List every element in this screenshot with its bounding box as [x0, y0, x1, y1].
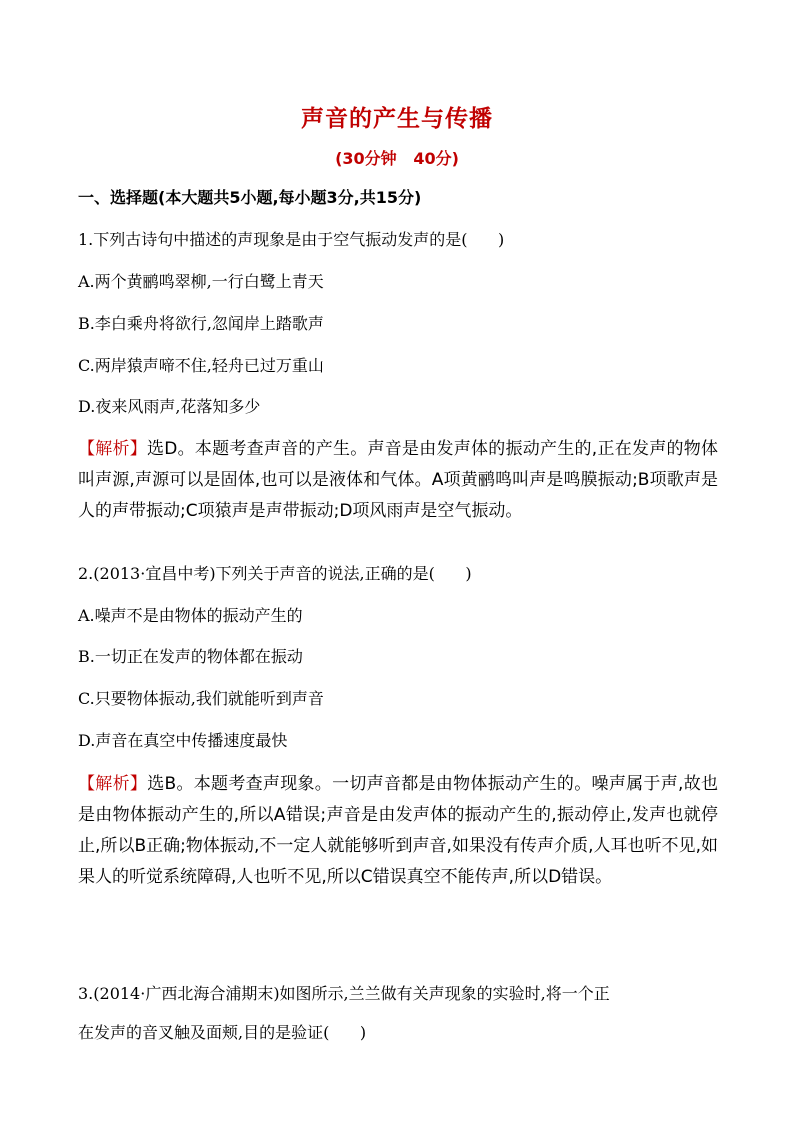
analysis-tag: 【解析】 [78, 774, 148, 794]
question-1-option-a: A.两个黄鹂鸣翠柳,一行白鹭上青天 [78, 272, 324, 291]
page-subtitle: (30分钟 40分) [335, 149, 459, 168]
question-2-option-b: B.一切正在发声的物体都在振动 [78, 647, 303, 666]
analysis-text: 选D。本题考查声音的产生。声音是由发声体的振动产生的,正在发声的物体叫声源,声源可以是固体,也可以是液体和气体。A项黄鹂鸣叫声是鸣膜振动;B项歌声是人的声带振动;C项猿声是声带振动;D项风雨声是空气振动。 [78, 439, 718, 521]
analysis-tag: 【解析】 [78, 439, 148, 459]
question-2-analysis [78, 769, 718, 893]
question-1-option-b: B.李白乘舟将欲行,忽闻岸上踏歌声 [78, 314, 324, 333]
analysis-text: 选B。本题考查声现象。一切声音都是由物体振动产生的。噪声属于声,故也是由物体振动产生的,所以A错误;声音是由发声体的振动产生的,振动停止,发声也就停止,所以B正确;物体振动,不一定人就能够听到声音,如果没有传声介质,人耳也听不见,如果人的听觉系统障碍,人也听不见,所以C错误真空不能传声,所以D错误。 [78, 774, 718, 887]
section-heading: 一、选择题(本大题共5小题,每小题3分,共15分) [78, 188, 422, 207]
question-2-option-a: A.噪声不是由物体的振动产生的 [78, 606, 303, 625]
question-3-stem-line-2: 在发声的音叉触及面颊,目的是验证( ) [78, 1023, 367, 1042]
question-1-analysis [78, 434, 718, 527]
question-1-option-c: C.两岸猿声啼不住,轻舟已过万重山 [78, 356, 324, 375]
question-2-option-c: C.只要物体振动,我们就能听到声音 [78, 689, 324, 708]
question-3-stem-line-1: 3.(2014·广西北海合浦期末)如图所示,兰兰做有关声现象的实验时,将一个正 [78, 984, 610, 1003]
question-2-option-d: D.声音在真空中传播速度最快 [78, 731, 288, 750]
page-title: 声音的产生与传播 [301, 106, 493, 132]
question-1-stem: 1.下列古诗句中描述的声现象是由于空气振动发声的是( ) [78, 230, 505, 249]
question-1-option-d: D.夜来风雨声,花落知多少 [78, 397, 261, 416]
question-2-stem: 2.(2013·宜昌中考)下列关于声音的说法,正确的是( ) [78, 564, 472, 583]
